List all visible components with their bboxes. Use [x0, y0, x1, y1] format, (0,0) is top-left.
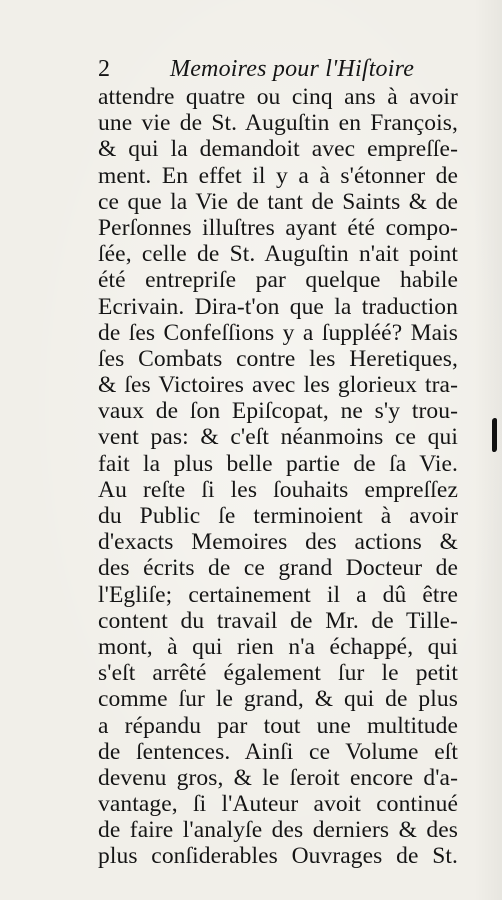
- text-line: comme ſur le grand, & qui de plus: [98, 686, 458, 713]
- running-head: Memoires pour l'Hiſtoire: [170, 56, 415, 82]
- text-line: fait la plus belle partie de ſa Vie.: [98, 450, 458, 477]
- text-line: du Public ſe terminoient à avoir: [98, 503, 458, 529]
- text-line: ce que la Vie de tant de Saints & de: [98, 188, 458, 215]
- text-line: de faire l'analyſe des derniers & des: [98, 817, 458, 844]
- text-line: des écrits de ce grand Docteur de: [98, 555, 458, 582]
- text-line: devenu gros, & le ſeroit encore d'a-: [98, 764, 458, 791]
- text-line: Ecrivain. Dira-t'on que la traduction: [98, 293, 458, 320]
- text-line: de ſentences. Ainſi ce Volume eſt: [98, 738, 458, 765]
- text-line: vantage, ſi l'Auteur avoit continué: [98, 791, 458, 818]
- text-line: ſes Combats contre les Heretiques,: [98, 345, 458, 372]
- text-line: ſée, celle de St. Auguſtin n'ait point: [98, 241, 458, 268]
- page-number: 2: [98, 56, 110, 82]
- margin-mark: [492, 418, 502, 452]
- text-line: plus conſiderables Ouvrages de St.: [98, 843, 458, 870]
- text-line: de ſes Confeſſions y a ſuppléé? Mais: [98, 319, 458, 346]
- text-line: d'exacts Memoires des actions &: [98, 529, 458, 556]
- text-line: mont, à qui rien n'a échappé, qui: [98, 633, 458, 660]
- text-line: Au reſte ſi les ſouhaits empreſſez: [98, 476, 458, 503]
- text-line: & qui la demandoit avec empreſſe-: [98, 136, 458, 163]
- body-text: [98, 84, 458, 870]
- text-line: une vie de St. Auguſtin en François,: [98, 110, 458, 137]
- text-line: été entrepriſe par quelque habile: [98, 267, 458, 294]
- text-line: ment. En effet il y a à s'étonner de: [98, 162, 458, 189]
- text-line: vent pas: & c'eſt néanmoins ce qui: [98, 424, 458, 451]
- text-line: & ſes Victoires avec les glorieux tra-: [98, 372, 458, 399]
- text-line: Perſonnes illuſtres ayant été compo-: [98, 214, 458, 241]
- page-header: [98, 52, 458, 86]
- text-line: attendre quatre ou cinq ans à avoir: [98, 84, 458, 110]
- text-line: l'Egliſe; certainement il a dû être: [98, 581, 458, 608]
- text-line: s'eſt arrêté également ſur le petit: [98, 660, 458, 687]
- text-line: a répandu par tout une multitude: [98, 712, 458, 739]
- text-line: vaux de ſon Epiſcopat, ne s'y trou-: [98, 398, 458, 425]
- text-line: content du travail de Mr. de Tille-: [98, 607, 458, 634]
